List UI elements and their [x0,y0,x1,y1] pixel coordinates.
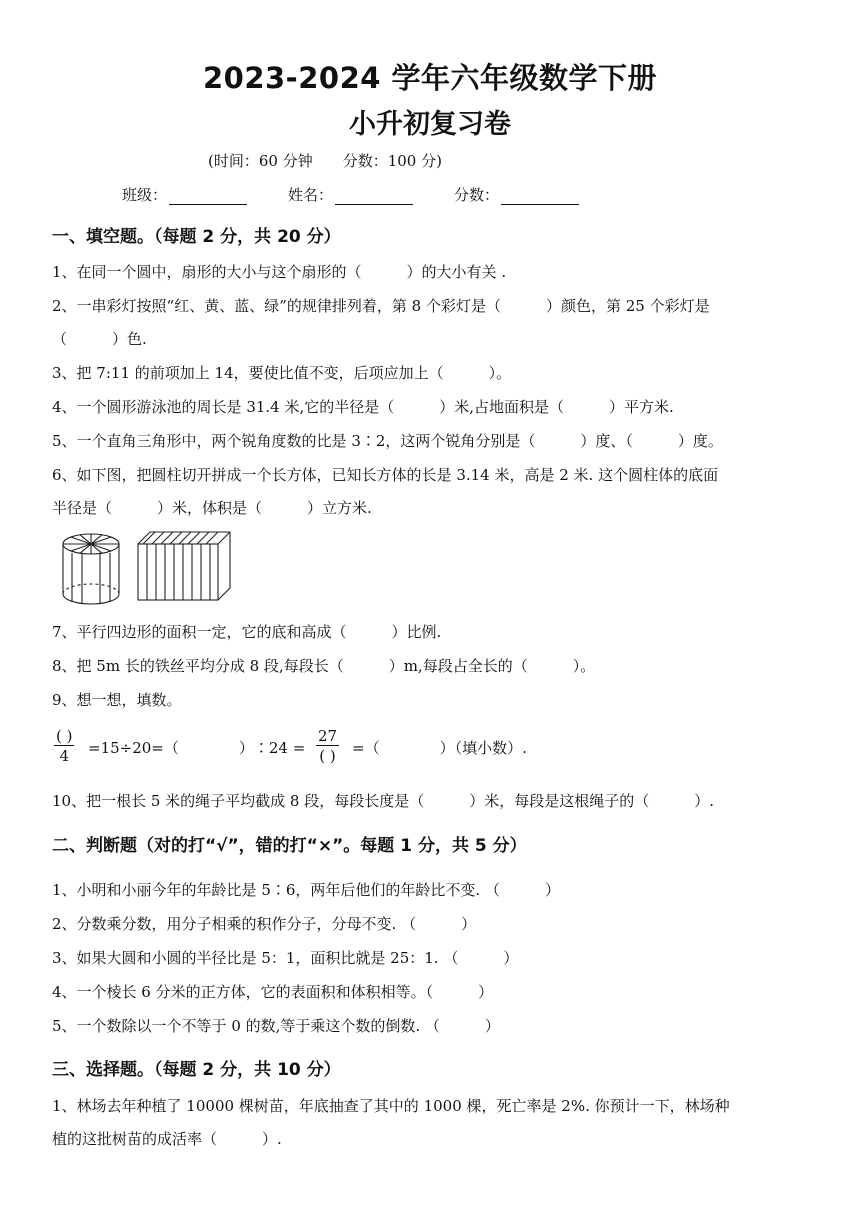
q9-fraction-2-denominator[interactable]: ( ) [319,747,336,765]
s2-question-3: 3、如果大圆和小圆的半径比是 5：1，面积比就是 25：1. （ ） [52,949,519,967]
page-title: 2023-2024 学年六年级数学下册 [202,61,658,95]
class-label: 班级： [122,186,168,204]
q9-middle-expression: =15÷20=（ ）∶24 = [88,739,306,757]
class-blank[interactable] [169,189,247,205]
class-field [122,185,247,205]
s1-question-5: 5、一个直角三角形中，两个锐角度数的比是 3∶2，这两个锐角分别是（ ）度、（ ）度。 [52,432,723,450]
s1-question-2b: （ ）色. [52,330,147,348]
s1-question-4: 4、一个圆形游泳池的周长是 31.4 米,它的半径是（ ）米,占地面积是（ ）平方米. [52,398,674,416]
q9-end-expression: =（ ）（填小数）. [352,739,527,757]
page-subtitle: 小升初复习卷 [349,109,511,140]
q9-fraction-1-denominator: 4 [59,747,70,765]
s1-question-6a: 6、如下图，把圆柱切开拼成一个长方体，已知长方体的长是 3.14 米，高是 2 米. 这个圆柱体的底面 [52,466,719,484]
name-label: 姓名： [288,186,334,204]
time-score-info: (时间：60 分钟 分数：100 分) [208,152,442,170]
q9-fraction-2-numerator: 27 [318,727,338,745]
s1-question-1: 1、在同一个圆中，扇形的大小与这个扇形的（ ）的大小有关 . [52,263,507,281]
cylinder-figure [58,530,128,608]
q9-fraction-2 [316,727,339,766]
s1-question-3: 3、把 7:11 的前项加上 14，要使比值不变，后项应加上（ ）。 [52,364,512,382]
name-blank[interactable] [335,189,413,205]
score-blank[interactable] [501,189,579,205]
s3-question-1b: 植的这批树苗的成活率（ ）. [52,1130,282,1148]
s3-question-1a: 1、林场去年种植了 10000 棵树苗，年底抽查了其中的 1000 棵，死亡率是 2%. 你预计一下，林场种 [52,1097,730,1115]
s2-question-4: 4、一个棱长 6 分米的正方体，它的表面积和体积相等。（ ） [52,983,494,1001]
s2-question-5: 5、一个数除以一个不等于 0 的数,等于乘这个数的倒数. （ ） [52,1017,500,1035]
score-field [454,185,579,205]
s1-question-10: 10、把一根长 5 米的绳子平均截成 8 段，每段长度是（ ）米，每段是这根绳子的（ ）. [52,792,715,810]
section3-heading: 三、选择题。（每题 2 分，共 10 分） [52,1060,341,1080]
s1-question-2a: 2、一串彩灯按照“红、黄、蓝、绿”的规律排列着，第 8 个彩灯是（ ）颜色，第 25 个彩灯是 [52,297,710,315]
cuboid-figure [134,528,234,604]
name-field [288,185,413,205]
s1-question-9: 9、想一想，填数。 [52,691,182,709]
section1-heading: 一、填空题。（每题 2 分，共 20 分） [52,227,341,247]
s1-question-7: 7、平行四边形的面积一定，它的底和高成（ ）比例. [52,623,442,641]
s2-question-2: 2、分数乘分数，用分子相乘的积作分子，分母不变. （ ） [52,915,477,933]
section2-heading: 二、判断题（对的打“√”，错的打“×”。每题 1 分，共 5 分） [52,836,527,856]
s1-question-6b: 半径是（ ）米，体积是（ ）立方米. [52,499,372,517]
q9-fraction-1-numerator[interactable]: ( ) [56,727,73,745]
s1-question-8: 8、把 5m 长的铁丝平均分成 8 段,每段长（ ）m,每段占全长的（ ）。 [52,657,596,675]
score-label: 分数： [454,186,500,204]
s2-question-1: 1、小明和小丽今年的年龄比是 5∶6，两年后他们的年龄比不变. （ ） [52,881,560,899]
q9-fraction-1 [54,727,74,766]
